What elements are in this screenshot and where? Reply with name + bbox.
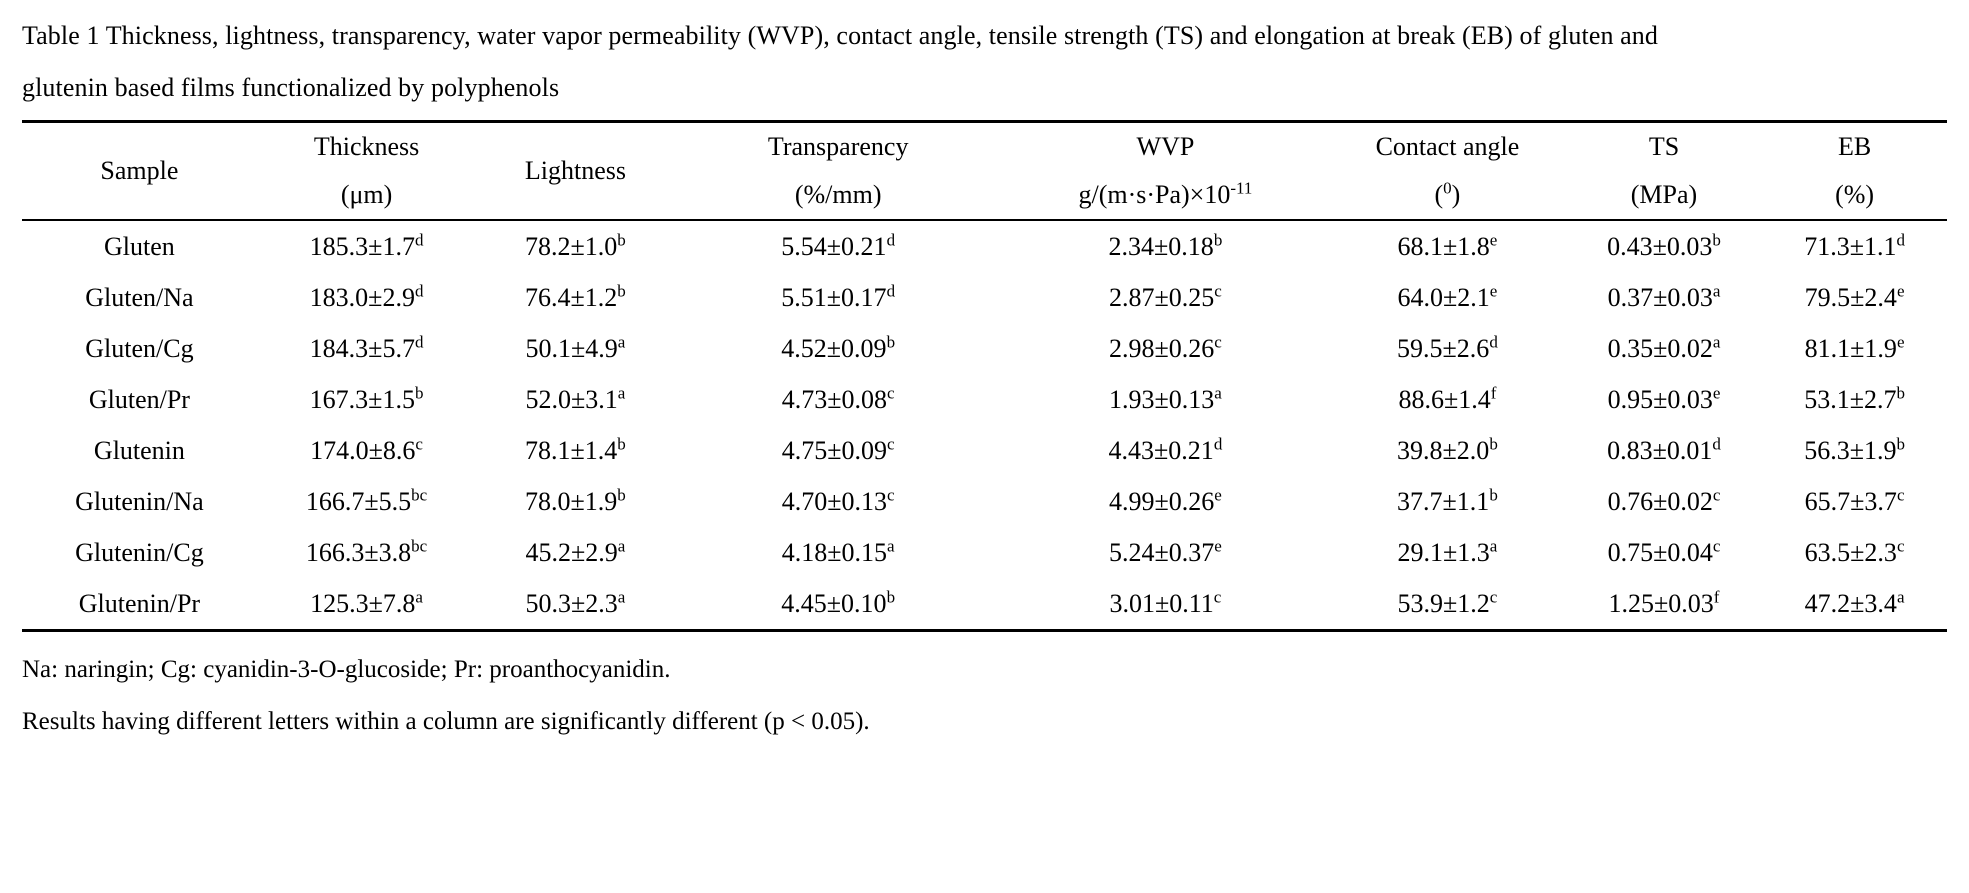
- cell-ts: [1566, 220, 1762, 272]
- header-row-line2: [22, 171, 1947, 220]
- cell-value: 76.4±1.2: [525, 283, 618, 312]
- cell-wvp: [1002, 272, 1329, 323]
- column-header-lightness: Lightness: [476, 122, 674, 221]
- column-header-ts-unit: (MPa): [1630, 180, 1698, 209]
- cell-value: 2.87±0.25: [1109, 283, 1215, 312]
- cell-value: 64.0±2.1: [1397, 283, 1490, 312]
- caption-line-2: glutenin based films functionalized by polyphenols: [22, 73, 560, 102]
- significance-letter: c: [1712, 536, 1721, 556]
- significance-letter: c: [415, 434, 423, 454]
- significance-letter: a: [1712, 332, 1721, 352]
- significance-letter: c: [1489, 587, 1498, 607]
- cell-value: 59.5±2.6: [1397, 334, 1490, 363]
- cell-value: 4.18±0.15: [781, 538, 888, 567]
- cell-value: 5.51±0.17: [781, 283, 887, 312]
- cell-value: 56.3±1.9: [1804, 436, 1897, 465]
- contact-angle-unit-close: ): [1451, 180, 1461, 209]
- cell-contact-angle: [1329, 220, 1566, 272]
- table-row: [22, 425, 1947, 476]
- cell-value: 79.5±2.4: [1804, 283, 1897, 312]
- cell-transparency: [675, 272, 1002, 323]
- cell-lightness: [476, 425, 674, 476]
- cell-wvp: [1002, 374, 1329, 425]
- cell-transparency: [675, 323, 1002, 374]
- cell-ts: [1566, 425, 1762, 476]
- cell-value: 4.45±0.10: [781, 589, 887, 618]
- cell-sample: Glutenin/Pr: [22, 578, 257, 631]
- significance-letter: bc: [411, 485, 428, 505]
- cell-contact-angle: [1329, 527, 1566, 578]
- cell-value: 0.95±0.03: [1607, 385, 1713, 414]
- cell-value: 53.1±2.7: [1804, 385, 1897, 414]
- cell-transparency: [675, 425, 1002, 476]
- cell-wvp: [1002, 220, 1329, 272]
- significance-letter: c: [1213, 587, 1222, 607]
- cell-wvp: [1002, 425, 1329, 476]
- significance-letter: a: [617, 332, 626, 352]
- cell-thickness: [257, 272, 476, 323]
- cell-contact-angle: [1329, 578, 1566, 631]
- significance-letter: d: [414, 332, 424, 352]
- wvp-unit-exponent: -11: [1230, 178, 1253, 198]
- header-row-line1: [22, 122, 1947, 172]
- cell-wvp: [1002, 578, 1329, 631]
- cell-value: 78.0±1.9: [525, 487, 618, 516]
- significance-letter: f: [1490, 383, 1497, 403]
- caption-line-1: Table 1 Thickness, lightness, transparency, water vapor permeability (WVP), contact angle, tensile strength (TS) and elongation at break (EB) of gluten and: [22, 21, 1659, 50]
- cell-contact-angle: [1329, 476, 1566, 527]
- significance-letter: a: [617, 383, 626, 403]
- significance-letter: c: [1214, 281, 1222, 301]
- cell-eb: [1762, 425, 1947, 476]
- cell-value: 50.3±2.3: [525, 589, 618, 618]
- contact-angle-degree-symbol: 0: [1443, 178, 1452, 198]
- cell-eb: [1762, 272, 1947, 323]
- table-footnotes: [22, 644, 1947, 748]
- column-header-wvp: WVP: [1002, 122, 1329, 172]
- cell-value: 183.0±2.9: [309, 283, 415, 312]
- significance-letter: d: [1213, 434, 1223, 454]
- cell-value: 185.3±1.7: [309, 232, 415, 261]
- cell-sample: Gluten/Cg: [85, 334, 194, 363]
- significance-letter: a: [1214, 383, 1222, 403]
- cell-value: 47.2±3.4: [1804, 589, 1897, 618]
- cell-lightness: [476, 476, 674, 527]
- cell-sample: Glutenin/Na: [75, 487, 204, 516]
- cell-sample: Gluten/Pr: [88, 385, 190, 414]
- cell-lightness: [476, 323, 674, 374]
- significance-letter: c: [1712, 485, 1721, 505]
- significance-letter: c: [1896, 485, 1905, 505]
- significance-letter: b: [886, 332, 896, 352]
- contact-angle-unit-open: (: [1434, 180, 1444, 209]
- significance-letter: d: [886, 230, 896, 250]
- cell-lightness: [476, 578, 674, 631]
- significance-letter: a: [617, 587, 626, 607]
- cell-transparency: [675, 578, 1002, 631]
- significance-letter: d: [414, 230, 424, 250]
- cell-value: 4.43±0.21: [1108, 436, 1214, 465]
- cell-value: 166.7±5.5: [305, 487, 412, 516]
- cell-value: 52.0±3.1: [525, 385, 618, 414]
- table-row: [22, 374, 1947, 425]
- cell-value: 4.75±0.09: [781, 436, 888, 465]
- cell-eb: [1762, 374, 1947, 425]
- significance-letter: b: [414, 383, 424, 403]
- cell-wvp: [1002, 323, 1329, 374]
- column-header-thickness: Thickness: [257, 122, 476, 172]
- cell-eb: [1762, 476, 1947, 527]
- significance-letter: f: [1713, 587, 1720, 607]
- significance-letter: a: [1489, 536, 1498, 556]
- cell-value: 5.24±0.37: [1109, 538, 1215, 567]
- column-header-contact-angle: Contact angle: [1329, 122, 1566, 172]
- cell-value: 50.1±4.9: [525, 334, 618, 363]
- cell-transparency: [675, 220, 1002, 272]
- significance-letter: d: [1489, 332, 1498, 352]
- significance-letter: bc: [411, 536, 428, 556]
- significance-letter: c: [887, 383, 895, 403]
- cell-lightness: [476, 527, 674, 578]
- significance-letter: d: [414, 281, 424, 301]
- table-header: [22, 122, 1947, 221]
- cell-sample: Glutenin: [93, 436, 185, 465]
- significance-letter: b: [1213, 230, 1223, 250]
- cell-value: 71.3±1.1: [1804, 232, 1897, 261]
- table-row: [22, 323, 1947, 374]
- significance-letter: e: [1896, 281, 1905, 301]
- column-header-sample: Sample: [22, 122, 257, 221]
- cell-eb: [1762, 323, 1947, 374]
- cell-ts: [1566, 476, 1762, 527]
- cell-value: 166.3±3.8: [305, 538, 412, 567]
- cell-thickness: [257, 578, 476, 631]
- significance-letter: e: [1214, 536, 1222, 556]
- significance-letter: b: [886, 587, 896, 607]
- significance-letter: b: [1489, 434, 1498, 454]
- table-row: [22, 527, 1947, 578]
- cell-ts: [1566, 527, 1762, 578]
- cell-thickness: [257, 374, 476, 425]
- cell-value: 3.01±0.11: [1109, 589, 1214, 618]
- significance-letter: b: [617, 434, 626, 454]
- significance-letter: d: [1712, 434, 1721, 454]
- significance-letter: a: [1896, 587, 1905, 607]
- cell-wvp: [1002, 476, 1329, 527]
- significance-letter: e: [1214, 485, 1222, 505]
- significance-letter: b: [617, 485, 626, 505]
- significance-letter: c: [1214, 332, 1222, 352]
- cell-thickness: [257, 425, 476, 476]
- cell-eb: [1762, 220, 1947, 272]
- cell-value: 37.7±1.1: [1397, 487, 1490, 516]
- significance-letter: d: [886, 281, 896, 301]
- cell-value: 2.98±0.26: [1109, 334, 1215, 363]
- cell-value: 65.7±3.7: [1804, 487, 1897, 516]
- cell-wvp: [1002, 527, 1329, 578]
- cell-value: 4.70±0.13: [781, 487, 888, 516]
- significance-letter: b: [617, 230, 626, 250]
- cell-lightness: [476, 220, 674, 272]
- cell-value: 174.0±8.6: [310, 436, 416, 465]
- significance-letter: c: [1896, 536, 1905, 556]
- cell-value: 1.93±0.13: [1109, 385, 1215, 414]
- cell-contact-angle: [1329, 323, 1566, 374]
- cell-sample: Glutenin/Cg: [75, 538, 204, 567]
- significance-letter: e: [1896, 332, 1905, 352]
- cell-value: 78.1±1.4: [525, 436, 618, 465]
- cell-value: 0.83±0.01: [1607, 436, 1713, 465]
- cell-value: 5.54±0.21: [781, 232, 887, 261]
- cell-ts: [1566, 323, 1762, 374]
- cell-value: 29.1±1.3: [1397, 538, 1490, 567]
- cell-ts: [1566, 578, 1762, 631]
- cell-thickness: [257, 323, 476, 374]
- wvp-unit-text: g/(m·s·Pa)×10: [1078, 180, 1231, 209]
- cell-value: 0.37±0.03: [1607, 283, 1713, 312]
- column-header-ts: TS: [1566, 122, 1762, 172]
- table-body: [22, 220, 1947, 631]
- results-table: [22, 120, 1947, 632]
- table-row: [22, 272, 1947, 323]
- significance-letter: a: [887, 536, 895, 556]
- cell-transparency: [675, 476, 1002, 527]
- cell-value: 184.3±5.7: [309, 334, 415, 363]
- significance-letter: b: [1896, 434, 1905, 454]
- cell-transparency: [675, 527, 1002, 578]
- cell-value: 45.2±2.9: [525, 538, 618, 567]
- significance-letter: b: [617, 281, 626, 301]
- footnote-significance: Results having different letters within a column are significantly different (p < 0.05).: [22, 708, 870, 735]
- cell-contact-angle: [1329, 272, 1566, 323]
- cell-ts: [1566, 374, 1762, 425]
- cell-contact-angle: [1329, 425, 1566, 476]
- cell-value: 1.25±0.03: [1608, 589, 1714, 618]
- cell-thickness: [257, 476, 476, 527]
- column-header-transparency-unit: (%/mm): [794, 180, 882, 209]
- column-header-eb-unit: (%): [1835, 180, 1875, 209]
- cell-value: 167.3±1.5: [309, 385, 415, 414]
- footnote-abbreviations: Na: naringin; Cg: cyanidin-3-O-glucoside; Pr: proanthocyanidin.: [22, 656, 671, 683]
- table-caption: [22, 10, 1947, 114]
- column-header-transparency: Transparency: [675, 122, 1002, 172]
- cell-eb: [1762, 578, 1947, 631]
- cell-thickness: [257, 527, 476, 578]
- significance-letter: e: [1489, 281, 1498, 301]
- cell-lightness: [476, 272, 674, 323]
- cell-value: 4.52±0.09: [781, 334, 887, 363]
- cell-value: 0.75±0.04: [1607, 538, 1713, 567]
- cell-ts: [1566, 272, 1762, 323]
- significance-letter: a: [1712, 281, 1721, 301]
- significance-letter: e: [1712, 383, 1721, 403]
- cell-value: 53.9±1.2: [1397, 589, 1490, 618]
- table-row: [22, 476, 1947, 527]
- significance-letter: c: [887, 434, 895, 454]
- significance-letter: e: [1489, 230, 1498, 250]
- cell-value: 4.99±0.26: [1109, 487, 1215, 516]
- cell-contact-angle: [1329, 374, 1566, 425]
- significance-letter: d: [1896, 230, 1905, 250]
- cell-value: 78.2±1.0: [525, 232, 618, 261]
- significance-letter: c: [887, 485, 895, 505]
- cell-value: 2.34±0.18: [1108, 232, 1214, 261]
- significance-letter: b: [1896, 383, 1905, 403]
- column-header-contact-angle-unit: [1329, 171, 1566, 220]
- significance-letter: a: [415, 587, 423, 607]
- column-header-eb: EB: [1762, 122, 1947, 172]
- cell-value: 88.6±1.4: [1398, 385, 1491, 414]
- table-row: [22, 220, 1947, 272]
- cell-value: 0.35±0.02: [1607, 334, 1713, 363]
- cell-value: 125.3±7.8: [310, 589, 416, 618]
- cell-thickness: [257, 220, 476, 272]
- cell-value: 0.43±0.03: [1607, 232, 1713, 261]
- significance-letter: b: [1712, 230, 1721, 250]
- column-header-wvp-unit: [1002, 171, 1329, 220]
- significance-letter: b: [1489, 485, 1498, 505]
- table-row: [22, 578, 1947, 631]
- cell-value: 68.1±1.8: [1397, 232, 1490, 261]
- cell-value: 0.76±0.02: [1607, 487, 1713, 516]
- significance-letter: a: [617, 536, 626, 556]
- cell-sample: Gluten/Na: [85, 283, 194, 312]
- cell-value: 81.1±1.9: [1804, 334, 1897, 363]
- cell-sample: Gluten: [22, 220, 257, 272]
- cell-value: 4.73±0.08: [781, 385, 888, 414]
- cell-transparency: [675, 374, 1002, 425]
- column-header-thickness-unit: (μm): [340, 180, 393, 209]
- cell-eb: [1762, 527, 1947, 578]
- cell-lightness: [476, 374, 674, 425]
- cell-value: 63.5±2.3: [1804, 538, 1897, 567]
- cell-value: 39.8±2.0: [1397, 436, 1490, 465]
